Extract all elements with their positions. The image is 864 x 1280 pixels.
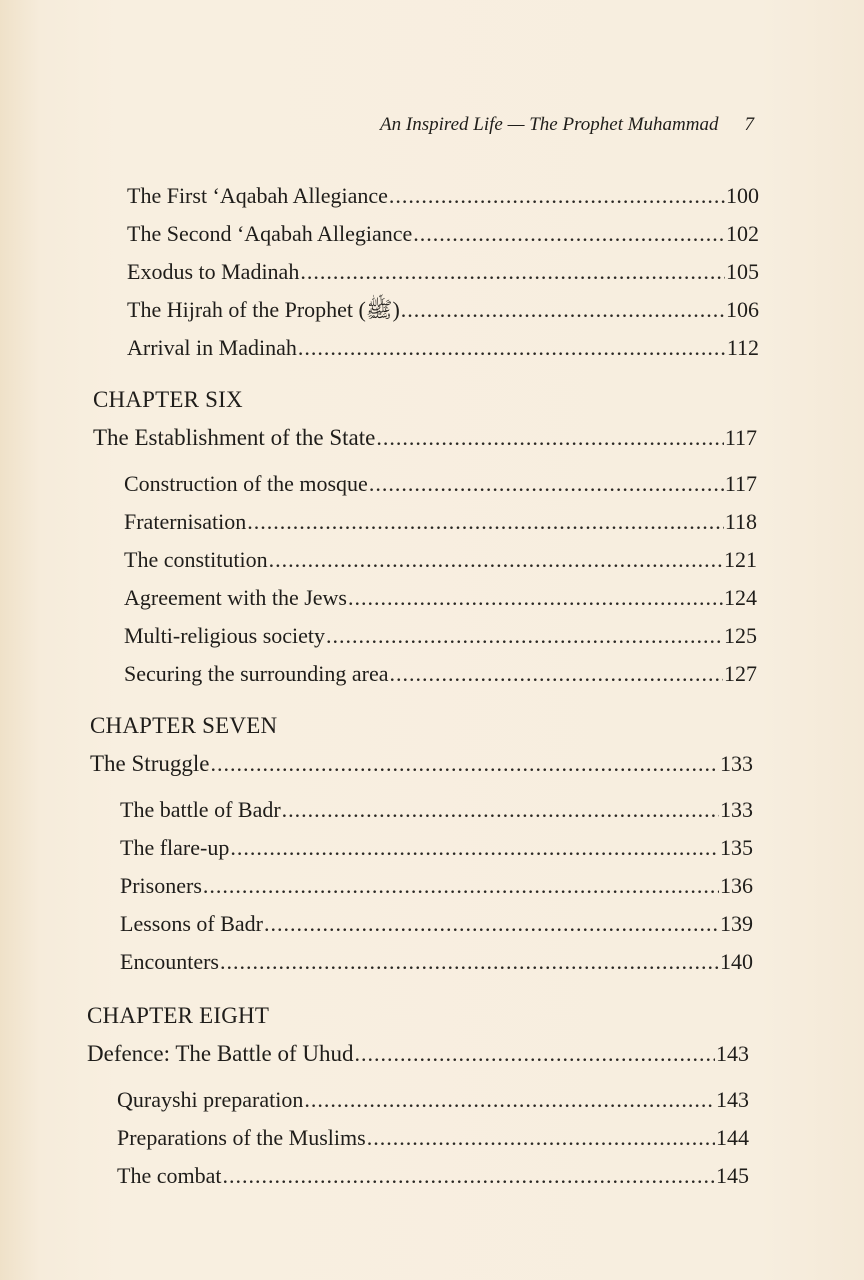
toc-entry[interactable] [120,796,753,824]
toc-entry-title: Agreement with the Jews [124,585,347,610]
leader-dots [304,1086,715,1114]
toc-entry-page: 145 [716,1163,749,1188]
leader-dots [210,750,719,778]
toc-entry-title: The First ‘Aqabah Allegiance [127,183,388,208]
toc-entry-page: 127 [724,661,757,686]
toc-entry[interactable] [127,182,759,210]
toc-entry-page: 143 [716,1087,749,1112]
toc-entry-title: Encounters [120,949,219,974]
toc-entry[interactable] [120,834,753,862]
toc-entry-page: 140 [720,949,753,974]
toc-entry-title: The flare-up [120,835,230,860]
toc-entry[interactable] [124,660,757,688]
leader-dots [390,660,723,688]
toc-entry[interactable] [124,470,757,498]
toc-entry-page: 117 [724,425,757,450]
toc-entry-page: 133 [720,797,753,822]
toc-entry-page: 135 [720,835,753,860]
chapter-heading: CHAPTER SIX [93,387,243,412]
toc-entry-title: Exodus to Madinah [127,259,300,284]
toc-entry-title: The combat [117,1163,222,1188]
leader-dots [282,796,719,824]
toc-entry[interactable] [124,546,757,574]
toc-entry-page: 125 [724,623,757,648]
leader-dots [203,872,719,900]
leader-dots [355,1040,715,1068]
toc-entry[interactable] [124,508,757,536]
chapter-title-entry[interactable] [93,424,757,452]
leader-dots [326,622,723,650]
leader-dots [369,470,724,498]
toc-entry-title: Fraternisation [124,509,247,534]
leader-dots [348,584,723,612]
leader-dots [222,1162,715,1190]
toc-entry-page: 133 [720,751,753,776]
chapter-title: The Struggle [90,751,210,776]
toc-entry-page: 143 [716,1041,749,1066]
toc-entry-title: Arrival in Madinah [127,335,297,360]
leader-dots [220,948,719,976]
toc-entry-page: 144 [716,1125,749,1150]
toc-entry[interactable] [117,1086,749,1114]
leader-dots [401,296,725,324]
toc-entry-page: 100 [726,183,759,208]
toc-entry-title: Construction of the mosque [124,471,368,496]
toc-entry-title: Multi-religious society [124,623,326,648]
toc-entry-page: 106 [726,297,759,322]
toc-entry-page: 139 [720,911,753,936]
toc-entry[interactable] [127,220,759,248]
chapter-title: The Establishment of the State [93,425,376,450]
leader-dots [367,1124,715,1152]
leader-dots [300,258,725,286]
toc-entry[interactable] [127,296,759,324]
toc-entry-page: 118 [724,509,757,534]
chapter-title-entry[interactable] [90,750,753,778]
toc-entry[interactable] [127,258,759,286]
chapter-heading: CHAPTER SEVEN [90,713,278,738]
toc-entry-page: 105 [726,259,759,284]
toc-entry[interactable] [120,910,753,938]
toc-entry-title: The battle of Badr [120,797,281,822]
toc-entry[interactable] [120,872,753,900]
toc-entry-title: Lessons of Badr [120,911,263,936]
toc-entry-title: The constitution [124,547,268,572]
toc-entry-title: Securing the surrounding area [124,661,389,686]
toc-entry[interactable] [124,622,757,650]
leader-dots [269,546,723,574]
chapter-title: Defence: The Battle of Uhud [87,1041,354,1066]
chapter-heading: CHAPTER EIGHT [87,1003,270,1028]
chapter-title-entry[interactable] [87,1040,749,1068]
toc-entry-title: Prisoners [120,873,202,898]
toc-entry[interactable] [120,948,753,976]
toc-entry-page: 102 [726,221,759,246]
toc-entry[interactable] [127,334,759,362]
leader-dots [376,424,723,452]
toc-entry-title: The Second ‘Aqabah Allegiance [127,221,413,246]
leader-dots [247,508,724,536]
leader-dots [264,910,719,938]
toc-entry-title: Qurayshi preparation [117,1087,304,1112]
leader-dots [230,834,719,862]
toc-entry-page: 121 [724,547,757,572]
page-number: 7 [744,114,754,135]
running-title: An Inspired Life — The Prophet Muhammad [380,114,719,135]
toc-entry[interactable] [117,1162,749,1190]
running-header [380,114,754,136]
leader-dots [298,334,726,362]
toc-entry[interactable] [117,1124,749,1152]
toc-entry-page: 117 [724,471,757,496]
toc-entry-title: The Hijrah of the Prophet (ﷺ) [127,297,400,322]
toc-entry-page: 124 [724,585,757,610]
leader-dots [389,182,725,210]
toc-entry-page: 136 [720,873,753,898]
toc-entry-page: 112 [726,335,759,360]
toc-entry-title: Preparations of the Muslims [117,1125,366,1150]
toc-entry[interactable] [124,584,757,612]
leader-dots [413,220,725,248]
